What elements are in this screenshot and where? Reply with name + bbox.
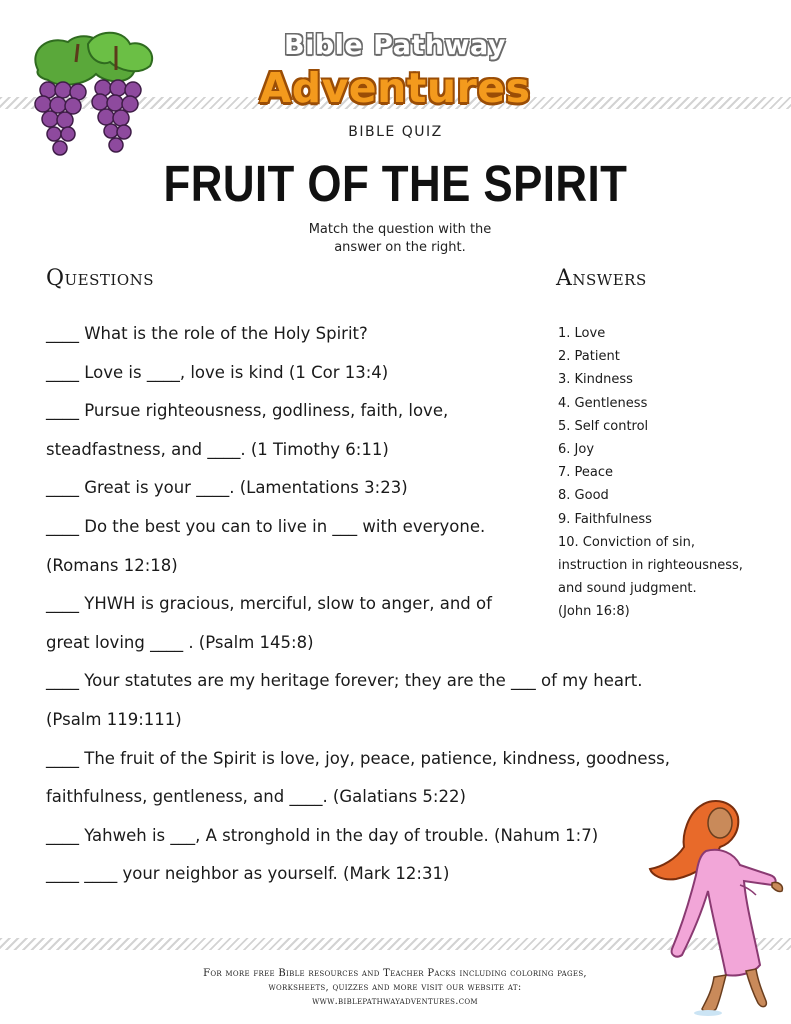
answer-line: 6. Joy <box>558 441 595 457</box>
question-line: great loving ____ . (Psalm 145:8) <box>46 632 314 652</box>
instructions <box>250 221 550 257</box>
answers-heading: Answers <box>556 266 647 291</box>
question-line: ____ What is the role of the Holy Spirit? <box>46 324 368 343</box>
answer-line: 3. Kindness <box>558 372 633 388</box>
instructions-line: answer on the right. <box>334 240 466 255</box>
question-line: ____ Pursue righteousness, godliness, faith, love, <box>46 401 449 421</box>
question-line: (Romans 12:18) <box>46 555 178 575</box>
answer-line: 5. Self control <box>558 418 649 434</box>
answer-line: 10. Conviction of sin, <box>558 534 695 550</box>
answer-line: 8. Good <box>558 488 609 504</box>
question-line: steadfastness, and ____. (1 Timothy 6:11) <box>46 439 389 459</box>
footer-line: For more free Bible resources and Teacher Packs including coloring pages, <box>203 968 587 979</box>
grapes-icon <box>18 30 168 165</box>
question-line: ____ The fruit of the Spirit is love, joy, peace, patience, kindness, goodness, <box>46 748 671 768</box>
question-line: ____ Great is your ____. (Lamentations 3:23) <box>46 478 408 498</box>
question-line: ____ YHWH is gracious, merciful, slow to anger, and of <box>46 594 492 614</box>
footer-line: worksheets, quizzes and more visit our website at: <box>268 982 522 993</box>
question-line: ____ Yahweh is ___, A stronghold in the day of trouble. (Nahum 1:7) <box>46 825 599 845</box>
answer-line: 7. Peace <box>558 465 614 481</box>
question-line: ____ ____ your neighbor as yourself. (Mark 12:31) <box>46 864 450 884</box>
answer-line: 9. Faithfulness <box>558 511 652 527</box>
answers-list <box>558 322 778 623</box>
logo-line-2: Adventures <box>259 64 531 112</box>
footer-website: www.biblepathwayadventures.com <box>312 996 478 1007</box>
question-line: ____ Do the best you can to live in ___ with everyone. <box>46 516 486 536</box>
question-line: ____ Love is ____, love is kind (1 Cor 13:4) <box>46 362 389 382</box>
logo-line-1: Bible Pathway <box>284 30 506 61</box>
page-title: FRUIT OF THE SPIRIT <box>163 155 628 212</box>
questions-heading: Questions <box>46 266 155 291</box>
question-line: ____ Your statutes are my heritage forever; they are the ___ of my heart. <box>46 671 643 691</box>
answer-line: 1. Love <box>558 326 606 341</box>
quiz-label: BIBLE QUIZ <box>348 124 443 140</box>
logo <box>240 28 550 123</box>
footer-note <box>120 967 670 1009</box>
answer-line: 2. Patient <box>558 349 620 365</box>
answer-line: 4. Gentleness <box>558 395 648 411</box>
instructions-line: Match the question with the <box>308 222 492 237</box>
question-line: faithfulness, gentleness, and ____. (Galatians 5:22) <box>46 787 466 807</box>
answer-line: instruction in righteousness, <box>558 557 743 573</box>
question-line: (Psalm 119:111) <box>46 709 182 729</box>
answer-line: and sound judgment. <box>558 581 697 597</box>
answer-line: (John 16:8) <box>558 604 630 620</box>
